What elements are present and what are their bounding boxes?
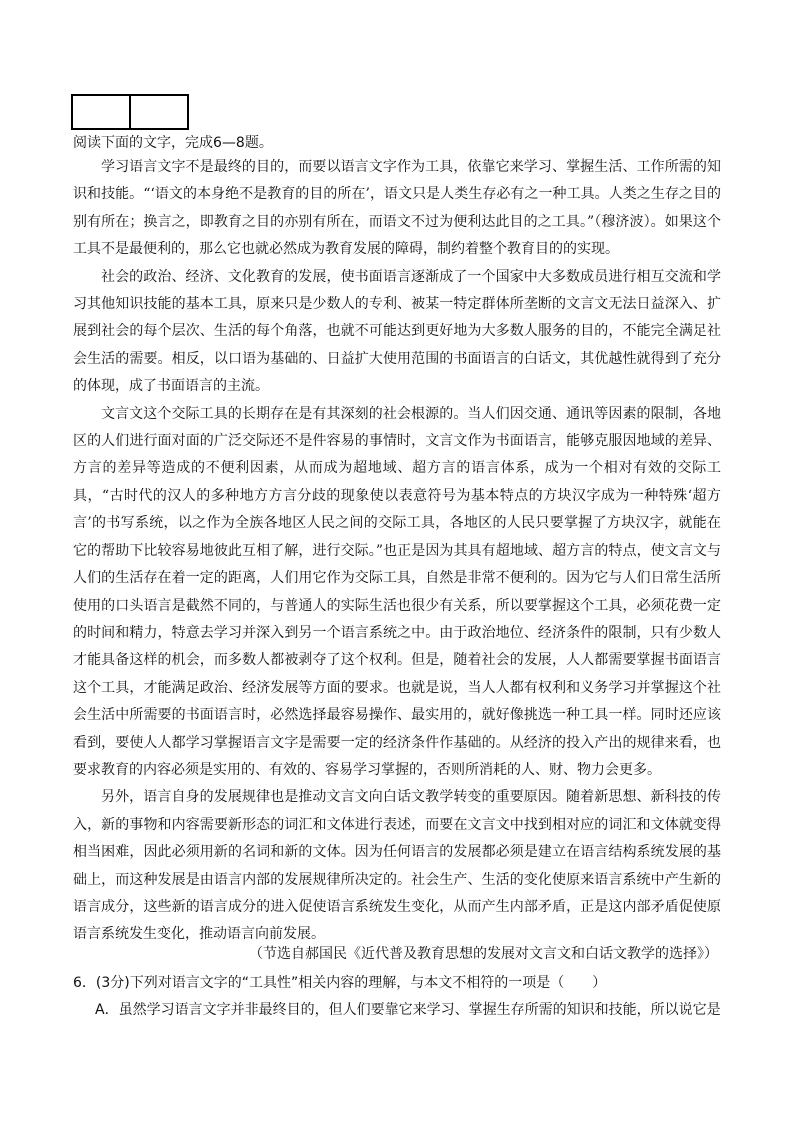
question-6: 6．(3分)下列对语言文字的“工具性”相关内容的理解，与本文不相符的一项是（ ） bbox=[73, 975, 607, 991]
score-box-cell bbox=[73, 96, 129, 128]
passage-source: （节选自郝国民《近代普及教育思想的发展对文言文和白话文教学的选择》） bbox=[249, 946, 718, 962]
passage-paragraph: 另外，语言自身的发展规律也是推动文言文向白话文教学转变的重要原因。随着新思想、新科技的传入，新的事物和内容需要新形态的词汇和文体进行表述，而要在文言文中找到相对应的词汇和文体就变得相当困难，因此必须用新的名词和新的文体。因为任何语言的发展都必须是建立在语言结构系统发展的基础上，而这种发展是由语言内部的发展规律所决定的。社会生产、生活的变化使原来语言系统中产生新的语言成分，这些新的语言成分的进入促使语言系统发生变化，从而产生内部矛盾，正是这内部矛盾促使原语言系统发生变化，推动语言向前发展。 bbox=[73, 789, 721, 943]
question-6-option-a: A．虽然学习语言文字并非最终目的，但人们要靠它来学习、掌握生存所需的知识和技能，所以说它是 bbox=[95, 1002, 721, 1018]
passage-paragraph: 文言文这个交际工具的长期存在是有其深刻的社会根源的。当人们因交通、通讯等因素的限制，各地区的人们进行面对面的广泛交际还不是件容易的事情时，文言文作为书面语言，能够克服因地域的差异、方言的差异等造成的不便利因素，从而成为超地域、超方言的语言体系，成为一个相对有效的交际工具，“古时代的汉人的多种地方方言分歧的现象使以表意符号为基本特点的方块汉字成为一种特殊‘超方言’的书写系统，以之作为全族各地区人民之间的交际工具，各地区的人民只要掌握了方块汉字，就能在它的帮助下比较容易地彼此互相了解，进行交际。”也正是因为其具有超地域、超方言的特点，使文言文与人们的生活存在着一定的距离，人们用它作为交际工具，自然是非常不便利的。因为它与人们日常生活所使用的口头语言是截然不同的，与普通人的实际生活也很少有关系，所以要掌握这个工具，必须花费一定的时间和精力，特意去学习并深入到另一个语言系统之中。由于政治地位、经济条件的限制，只有少数人才能具备这样的机会，而多数人都被剥夺了这个权利。但是，随着社会的发展，人人都需要掌握书面语言这个工具，才能满足政治、经济发展等方面的要求。也就是说，当人人都有权利和义务学习并掌握这个社会生活中所需要的书面语言时，必然选择最容易操作、最实用的，就好像挑选一种工具一样。同时还应该看到，要使人人都学习掌握语言文字是需要一定的经济条件作基础的。从经济的投入产出的规律来看，也要求教育的内容必须是实用的、有效的、容易学习掌握的，否则所消耗的人、财、物力会更多。 bbox=[73, 405, 721, 778]
reading-passage bbox=[73, 154, 721, 949]
passage-paragraph: 学习语言文字不是最终的目的，而要以语言文字作为工具，依靠它来学习、掌握生活、工作所需的知识和技能。“‘语文的本身绝不是教育的目的所在’，语文只是人类生存必有之一种工具。人类之生存之目的别有所在；换言之，即教育之目的亦别有所在，而语文不过为便利达此目的之工具。”（穆济波）。如果这个工具不是最便利的，那么它也就必然成为教育发展的障碍，制约着整个教育目的的实现。 bbox=[73, 159, 721, 258]
score-box bbox=[71, 94, 189, 130]
reading-instruction: 阅读下面的文字，完成6—8题。 bbox=[73, 135, 273, 151]
score-box-cell bbox=[129, 96, 187, 128]
passage-paragraph: 社会的政治、经济、文化教育的发展，使书面语言逐渐成了一个国家中大多数成员进行相互交流和学习其他知识技能的基本工具，原来只是少数人的专利、被某一特定群体所垄断的文言文无法日益深入、扩展到社会的每个层次、生活的每个角落，也就不可能达到更好地为大多数人服务的目的，不能完全满足社会生活的需要。相反，以口语为基础的、日益扩大使用范围的书面语言的白话文，其优越性就得到了充分的体现，成了书面语言的主流。 bbox=[73, 268, 721, 395]
